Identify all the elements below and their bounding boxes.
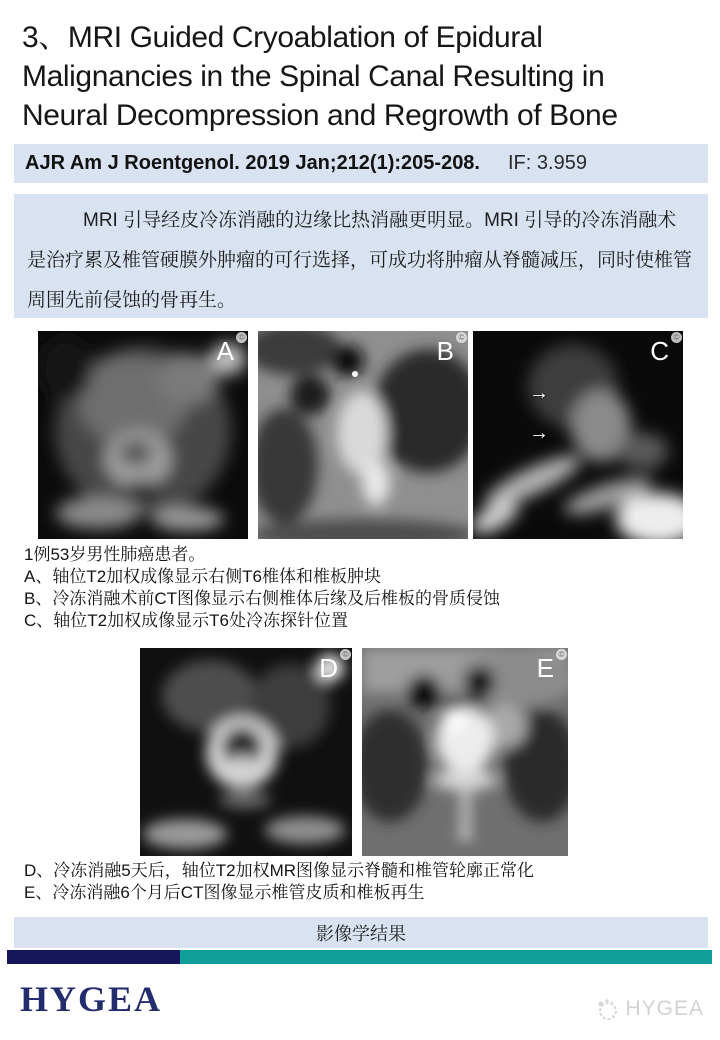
caption-line: B、冷冻消融术前CT图像显示右侧椎体后缘及后椎板的骨质侵蚀 — [24, 589, 500, 608]
figure-caption-de — [24, 860, 534, 904]
watermark-text: HYGEA — [625, 997, 704, 1020]
figure-d-mri-image — [140, 648, 352, 856]
section-title-bar — [14, 917, 708, 948]
hygea-watermark-icon — [594, 996, 620, 1022]
figure-caption-abc — [24, 544, 500, 632]
citation-text: AJR Am J Roentgenol. 2019 Jan;212(1):205-208. — [25, 152, 480, 174]
figure-c-mri-image — [473, 331, 683, 539]
hygea-logo: HYGEA — [20, 979, 163, 1019]
caption-line: C、轴位T2加权成像显示T6处冷冻探针位置 — [24, 611, 348, 630]
figure-a-mri-image — [38, 331, 248, 539]
watermark-badge-icon: © — [236, 332, 247, 343]
summary-panel — [14, 194, 708, 318]
watermark-badge-icon: © — [456, 332, 467, 343]
hygea-watermark — [594, 996, 704, 1022]
citation-bar — [14, 144, 708, 183]
section-title: 影像学结果 — [316, 923, 406, 944]
page-title: 3、MRI Guided Cryoablation of Epidural Malignancies in the Spinal Canal Resulting in Neural Decompression and Regrowth of Bone — [22, 21, 618, 132]
figure-b-ct-image — [258, 331, 468, 539]
caption-line: A、轴位T2加权成像显示右侧T6椎体和椎板肿块 — [24, 567, 382, 586]
footer-divider-navy-segment — [7, 950, 180, 964]
caption-line: D、冷冻消融5天后，轴位T2加权MR图像显示脊髓和椎管轮廓正常化 — [24, 861, 535, 880]
impact-factor: IF: 3.959 — [508, 152, 587, 174]
caption-line: 1例53岁男性肺癌患者。 — [24, 545, 206, 564]
watermark-badge-icon: © — [556, 649, 567, 660]
figure-e-label: E — [536, 653, 554, 683]
caption-line: E、冷冻消融6个月后CT图像显示椎管皮质和椎板再生 — [24, 883, 425, 902]
figure-b-label: B — [436, 336, 454, 366]
figure-e-ct-image — [362, 648, 568, 856]
probe-arrow-icon: → — [529, 422, 549, 444]
probe-arrow-icon: → — [529, 382, 549, 404]
watermark-badge-icon: © — [671, 332, 682, 343]
summary-text: MRI 引导经皮冷冻消融的边缘比热消融更明显。MRI 引导的冷冻消融术是治疗累及椎管硬膜外肿瘤的可行选择，可成功将肿瘤从脊髓减压，同时使椎管周围先前侵蚀的骨再生。 — [27, 210, 693, 311]
figure-d-label: D — [319, 653, 338, 683]
figure-c-label: C — [650, 336, 669, 366]
footer-divider-bar — [7, 950, 712, 964]
figure-a-label: A — [216, 336, 234, 366]
watermark-badge-icon: © — [340, 649, 351, 660]
